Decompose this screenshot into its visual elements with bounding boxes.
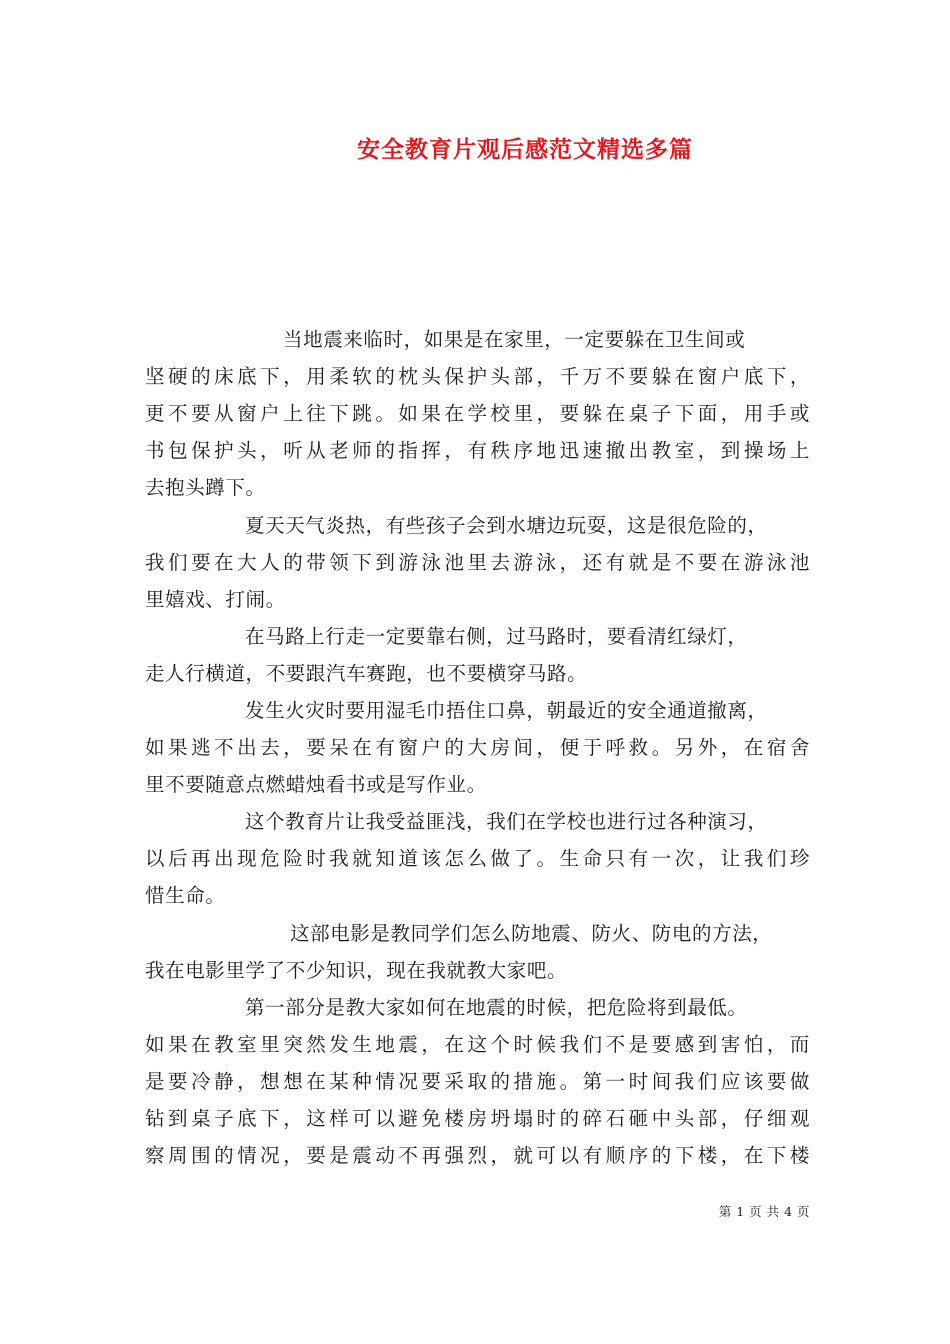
text-line: 坚硬的床底下，用柔软的枕头保护头部，千万不要躲在窗户底下， — [145, 365, 810, 388]
text-line: 如果在教室里突然发生地震，在这个时候我们不是要感到害怕，而 — [145, 1033, 810, 1056]
text-line: 察周围的情况，要是震动不再强烈，就可以有顺序的下楼，在下楼 — [145, 1144, 810, 1167]
text-line: 惜生命。 — [145, 884, 226, 907]
text-line: 我在电影里学了不少知识，现在我就教大家吧。 — [145, 959, 568, 982]
text-line: 里不要随意点燃蜡烛看书或是写作业。 — [145, 773, 487, 796]
text-line: 是要冷静，想想在某种情况要采取的措施。第一时间我们应该要做 — [145, 1070, 810, 1093]
text-line: 更不要从窗户上往下跳。如果在学校里，要躲在桌子下面，用手或 — [145, 402, 810, 425]
text-line: 走人行横道，不要跟汽车赛跑，也不要横穿马路。 — [145, 662, 588, 685]
text-line: 当地震来临时，如果是在家里，一定要躲在卫生间或 — [283, 328, 746, 351]
document-title: 安全教育片观后感范文精选多篇 — [357, 136, 693, 163]
text-line: 第一部分是教大家如何在地震的时候，把危险将到最低。 — [245, 996, 748, 1019]
text-line: 书包保护头，听从老师的指挥，有秩序地迅速撤出教室，到操场上 — [145, 439, 810, 462]
page-number: 第 1 页 共 4 页 — [718, 1204, 810, 1219]
text-line: 里嬉戏、打闹。 — [145, 588, 286, 611]
text-line: 在马路上行走一定要靠右侧，过马路时，要看清红绿灯， — [245, 625, 748, 648]
text-line: 钻到桌子底下，这样可以避免楼房坍塌时的碎石砸中头部，仔细观 — [145, 1107, 810, 1130]
text-line: 这部电影是教同学们怎么防地震、防火、防电的方法， — [290, 922, 773, 945]
text-line: 发生火灾时要用湿毛巾捂住口鼻，朝最近的安全通道撤离， — [245, 699, 768, 722]
text-line: 夏天天气炎热，有些孩子会到水塘边玩耍，这是很危险的， — [245, 514, 768, 537]
text-line: 这个教育片让我受益匪浅，我们在学校也进行过各种演习， — [245, 810, 768, 833]
text-line: 去抱头蹲下。 — [145, 476, 266, 499]
text-line: 以后再出现危险时我就知道该怎么做了。生命只有一次，让我们珍 — [145, 847, 810, 870]
text-line: 我们要在大人的带领下到游泳池里去游泳，还有就是不要在游泳池 — [145, 551, 810, 574]
text-line: 如果逃不出去，要呆在有窗户的大房间，便于呼救。另外，在宿舍 — [145, 736, 810, 759]
